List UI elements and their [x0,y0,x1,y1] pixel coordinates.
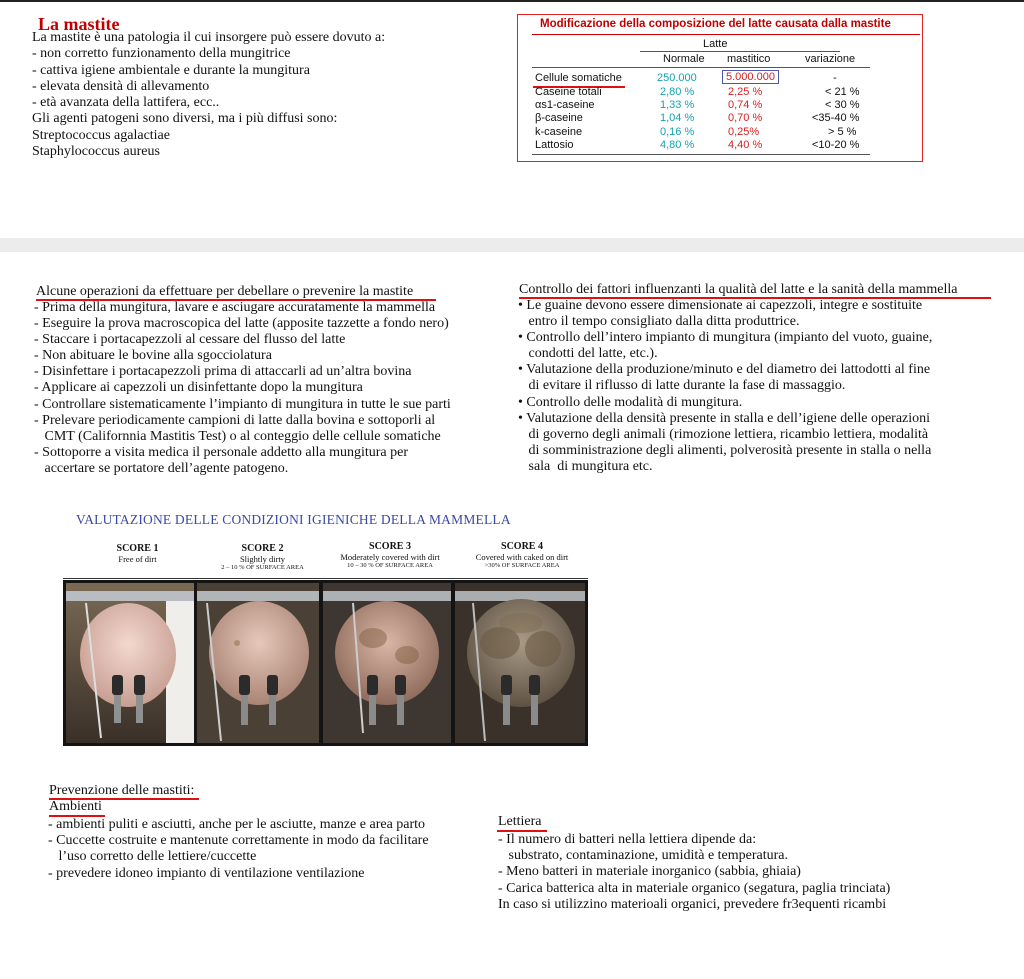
section3-right-title: Lettiera [498,814,542,829]
section2-right-list [518,298,932,475]
list-item: accertare se portatore dell’agente patogeno. [34,460,289,476]
section2-right-title: Controllo dei fattori influenzanti la qualità del latte e la sanità della mammella [519,282,958,297]
table-group-rule [640,51,840,52]
text-line: - elevata densità di allevamento [32,78,210,94]
table-header-rule [532,67,870,68]
table-cell-normale: 2,80 % [660,86,695,98]
list-item: - Controllare sistematicamente l’impianto di mungitura in tutte le sue parti [34,396,451,412]
list-item: • Controllo delle modalità di mungitura. [518,394,743,410]
udder-photo-score-4 [455,583,585,743]
score-label: SCORE 4 [501,541,543,552]
score-subtext: >30% OF SURFACE AREA [484,562,560,569]
section2-left-title: Alcune operazioni da effettuare per debellare o prevenire la mastite [36,284,414,299]
section2-left-list [34,300,451,477]
score-label: SCORE 1 [116,543,159,554]
table-cell-variazione: <10-20 % [812,139,860,151]
table-cell-variazione: <35-40 % [812,112,860,124]
table-cell-mastitico: 4,40 % [728,139,763,151]
table-row-label: β-caseine [535,112,583,124]
list-item: In caso si utilizzino materioali organici, prevedere fr3equenti ricambi [498,896,887,912]
section3-title: Prevenzione delle mastiti: [49,783,195,798]
list-item: - Prelevare periodicamente campioni di latte dalla bovina e sottoporli al [34,412,436,428]
score-description: Free of dirt [118,554,157,564]
score-description: Moderately covered with dirt [340,552,440,562]
score-2-header [200,543,325,571]
list-item: - ambienti puliti e asciutti, anche per le asciutte, manze e area parto [48,817,426,832]
list-item: - prevedere idoneo impianto di ventilazione ventilazione [48,865,365,881]
list-item: - Cuccette costruite e mantenute correttamente in modo da facilitare [48,833,429,849]
text-line: - cattiva igiene ambientale e durante la mungitura [32,62,310,78]
list-item: - Applicare ai capezzoli un disinfettante dopo la mungitura [34,380,363,396]
table-cell-mastitico: 0,70 % [728,112,763,124]
list-item: l’uso corretto delle lettiere/cuccette [48,849,257,865]
list-item: • Valutazione della produzione/minuto e del diametro dei lattodotti al fine [518,362,931,378]
table-row-label: Cellule somatiche [535,72,622,84]
score-label: SCORE 2 [241,543,284,554]
list-item: CMT (Californnia Mastitis Test) o al conteggio delle cellule somatiche [34,428,441,444]
list-item: - Non abituare le bovine alla sgocciolatura [34,348,272,364]
table-cell-variazione: - [833,72,837,84]
table-row-label: Lattosio [535,139,574,151]
list-item: - Carica batterica alta in materiale organico (segatura, paglia trinciata) [498,880,891,896]
udder-photo-score-3 [323,583,451,743]
figure-top-rule [63,578,588,579]
section3-right-list [498,832,890,913]
table-cell-variazione: > 5 % [828,126,857,138]
score-subtext: 2 – 10 % OF SURFACE AREA [221,564,304,571]
table-group-header: Latte [703,38,728,50]
table-header-mastitico: mastitico [727,53,771,65]
list-item: • Le guaine devono essere dimensionate ai capezzoli, integre e sostituite [518,298,923,313]
table-header-variazione: variazione [805,53,856,65]
udder-photo-score-2 [197,583,319,743]
table-cell-variazione: < 30 % [825,99,860,111]
top-border [0,0,1024,2]
list-item: - Disinfettare i portacapezzoli prima di attaccarli ad un’altra bovina [34,364,412,380]
table-header-normale: Normale [663,53,705,65]
table-cell-normale: 0,16 % [660,126,695,138]
list-item: - Eseguire la prova macroscopica del latte (apposite tazzette a fondo nero) [34,316,449,332]
list-item: entro il tempo consigliato dalla ditta produttrice. [518,314,800,330]
list-item: - Prima della mungitura, lavare e asciugare accuratamente la mammella [34,300,436,315]
table-cell-mastitico: 0,25% [728,126,760,138]
list-item: - Il numero di batteri nella lettiera dipende da: [498,832,757,847]
udder-photo-score-1 [66,583,194,743]
text-line: La mastite è una patologia il cui insorgere può essere dovuto a: [32,30,386,45]
score-subtext: 10 – 30 % OF SURFACE AREA [347,562,433,569]
table-cell-mastitico: 2,25 % [728,86,763,98]
list-item: substrato, contaminazione, umidità e temperatura. [498,848,789,864]
list-item: - Sottoporre a visita medica il personale addetto alla mungitura per [34,444,408,460]
table-bottom-rule [532,154,870,155]
list-item: condotti del latte, etc.). [518,346,658,362]
table-row-label: Caseine totali [535,86,602,98]
list-item: - Meno batteri in materiale inorganico (sabbia, ghiaia) [498,864,801,880]
score-description: Covered with caked on dirt [475,552,569,562]
table-cell-normale: 1,33 % [660,99,695,111]
table-row-label: k-caseine [535,126,583,138]
text-line: - età avanzata della lattifera, ecc.. [32,95,220,111]
score-label: SCORE 3 [369,541,411,552]
text-line: Streptococcus agalactiae [32,127,170,143]
section3-subtitle: Ambienti [49,799,102,814]
text-line: - non corretto funzionamento della mungitrice [32,46,291,62]
table-title: Modificazione della composizione del latte causata dalla mastite [540,18,891,30]
table-row-label: αs1-caseine [535,99,595,111]
score-description: Slightly dirty [239,554,286,564]
page-divider [0,238,1024,252]
figure-title: VALUTAZIONE DELLE CONDIZIONI IGIENICHE DELLA MAMMELLA [76,512,511,527]
list-item: • Controllo dell’intero impianto di mungitura (impianto del vuoto, guaine, [518,330,933,346]
text-line: Staphylococcus aureus [32,144,160,160]
list-item: di somministrazione degli alimenti, polverosità presente in stalla o nella [518,442,932,458]
table-cell-normale: 250.000 [657,72,697,84]
section1-title: La mastite [38,14,120,34]
text-line: Gli agenti patogeni sono diversi, ma i più diffusi sono: [32,111,338,127]
udder-photo-strip [63,580,588,746]
table-cell-mastitico: 5.000.000 [722,70,779,84]
score-1-header [90,543,185,564]
table-title-rule [532,34,920,35]
list-item: sala di mungitura etc. [518,458,653,474]
table-cell-normale: 4,80 % [660,139,695,151]
table-cell-mastitico: 0,74 % [728,99,763,111]
list-item: • Valutazione della densità presente in stalla e dell’igiene delle operazioni [518,410,931,426]
list-item: di evitare il riflusso di latte durante la fase di massaggio. [518,378,846,394]
section3-left-list [48,817,429,882]
table-cell-variazione: < 21 % [825,86,860,98]
score-4-header [462,541,582,569]
list-item: - Staccare i portacapezzoli al cessare del flusso del latte [34,332,346,348]
section1-text [32,30,385,160]
list-item: di governo degli animali (rimozione lettiera, ricambio lettiera, modalità [518,426,929,442]
score-3-header [325,541,455,569]
table-cell-normale: 1,04 % [660,112,695,124]
